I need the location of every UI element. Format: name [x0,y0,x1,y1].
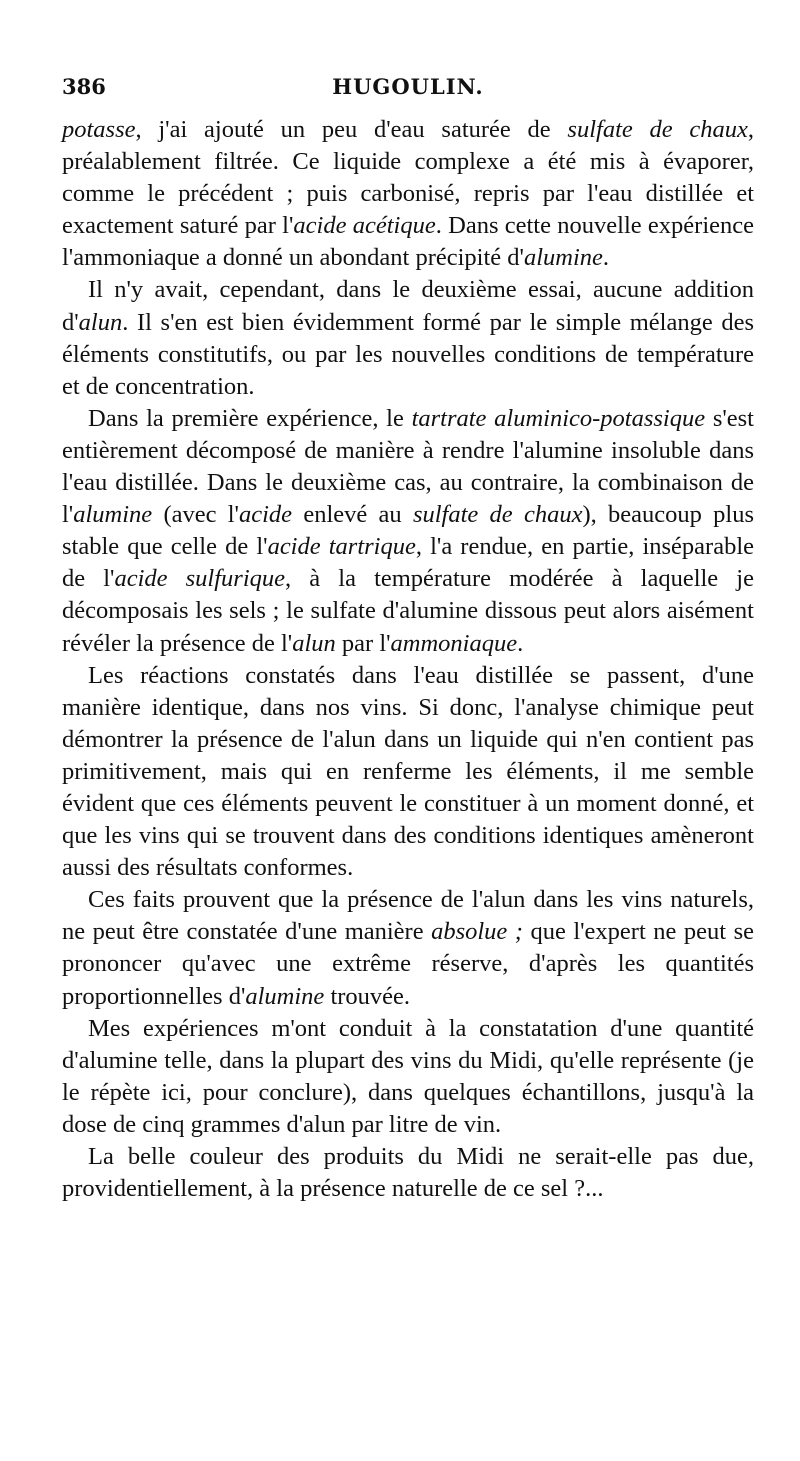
italic-text: potasse [62,116,136,143]
text-run: , préalablement filtrée. Ce liquide complexe a été mis à évaporer, comme le précédent ; puis carbonisé, repris par l'eau distillée et exactement saturé par l' [62,116,754,240]
italic-text: absolue ; [431,918,523,946]
italic-text: alun [292,629,336,657]
text-run: . Il s'en est bien évidemment formé par le simple mélange des éléments constitutifs, ou par les nouvelles conditions de température et de concentration. [62,308,754,400]
text-run: Les réactions constatés dans l'eau distillée se passent, d'une manière identique, dans nos vins. Si donc, l'analyse chimique peut démontrer la présence de l'alun dans un liquide qui n'en contient pas primitivement, mais qui en renferme les éléments, il me semble évident que ces éléments peuvent le constituer à un moment donné, et que les vins qui se trouvent dans des conditions identiques amèneront aussi des résultats conformes. [62,661,754,882]
italic-text: sulfate de chaux [567,116,748,143]
text-run: , l'a rendue, en partie, inséparable de l' [62,533,755,593]
italic-text: tartrate aluminico-potassique [411,404,706,432]
paragraph [62,403,754,660]
text-run: . [517,629,524,657]
paragraph [62,884,754,1012]
italic-text: alumine [73,501,153,529]
text-run: Mes expériences m'ont conduit à la constatation d'une quantité d'alumine telle, dans la plupart des vins du Midi, qu'elle représente (je le répète ici, pour conclure), dans quelques échantillons, jusqu'à la dose de cinq grammes d'alun par litre de vin. [62,1014,754,1138]
italic-text: acide [238,501,293,529]
text-run: . [602,244,609,272]
text-run: , à la température modérée à laquelle je décomposais les sels ; le sulfate d'alumine dissous peut alors aisément révéler la présence de l' [62,565,754,657]
text-run: ), beaucoup plus stable que celle de l' [62,501,755,561]
running-title: HUGOULIN. [332,74,484,99]
text-run: Ces faits prouvent que la présence de l'alun dans les vins naturels, ne peut être constatée d'une manière [62,886,754,946]
text-run: s'est entièrement décomposé de manière à rendre l'alumine insoluble dans l'eau distillée. Dans le deuxième cas, au contraire, la combinaison de l' [62,404,754,529]
book-page [62,70,754,1205]
text-run: , j'ai ajouté un peu d'eau saturée de [135,116,568,143]
paragraph [62,1141,754,1205]
text-run: La belle couleur des produits du Midi ne serait-elle pas due, providentiellement, à la présence naturelle de ce sel ?... [62,1143,754,1203]
running-head [62,70,754,110]
text-run: . Dans cette nouvelle expérience l'ammoniaque a donné un abondant précipité d' [62,212,754,272]
italic-text: ammoniaque [390,629,518,657]
paragraph [62,274,754,402]
paragraph [62,114,754,274]
body-text [62,114,754,1205]
text-run: (avec l' [152,501,239,529]
italic-text: acide tartrique [267,533,416,561]
text-run: trouvée. [324,982,411,1010]
text-run: Il n'y avait, cependant, dans le deuxième essai, aucune addition d' [62,276,754,336]
text-run: enlevé au [292,501,413,529]
text-run: par l' [335,629,391,657]
italic-text: alumine [245,982,325,1010]
italic-text: alun [78,308,123,336]
italic-text: alumine [523,244,603,272]
paragraph [62,660,754,885]
page-number: 386 [62,74,106,99]
text-run: Dans la première expérience, le [88,404,412,432]
paragraph [62,1013,754,1141]
text-run: que l'expert ne peut se prononcer qu'avec une extrême réserve, d'après les quantités proportionnelles d' [62,918,754,1010]
italic-text: acide acétique [293,212,436,240]
italic-text: acide sulfurique [114,565,286,593]
italic-text: sulfate de chaux [412,501,583,529]
